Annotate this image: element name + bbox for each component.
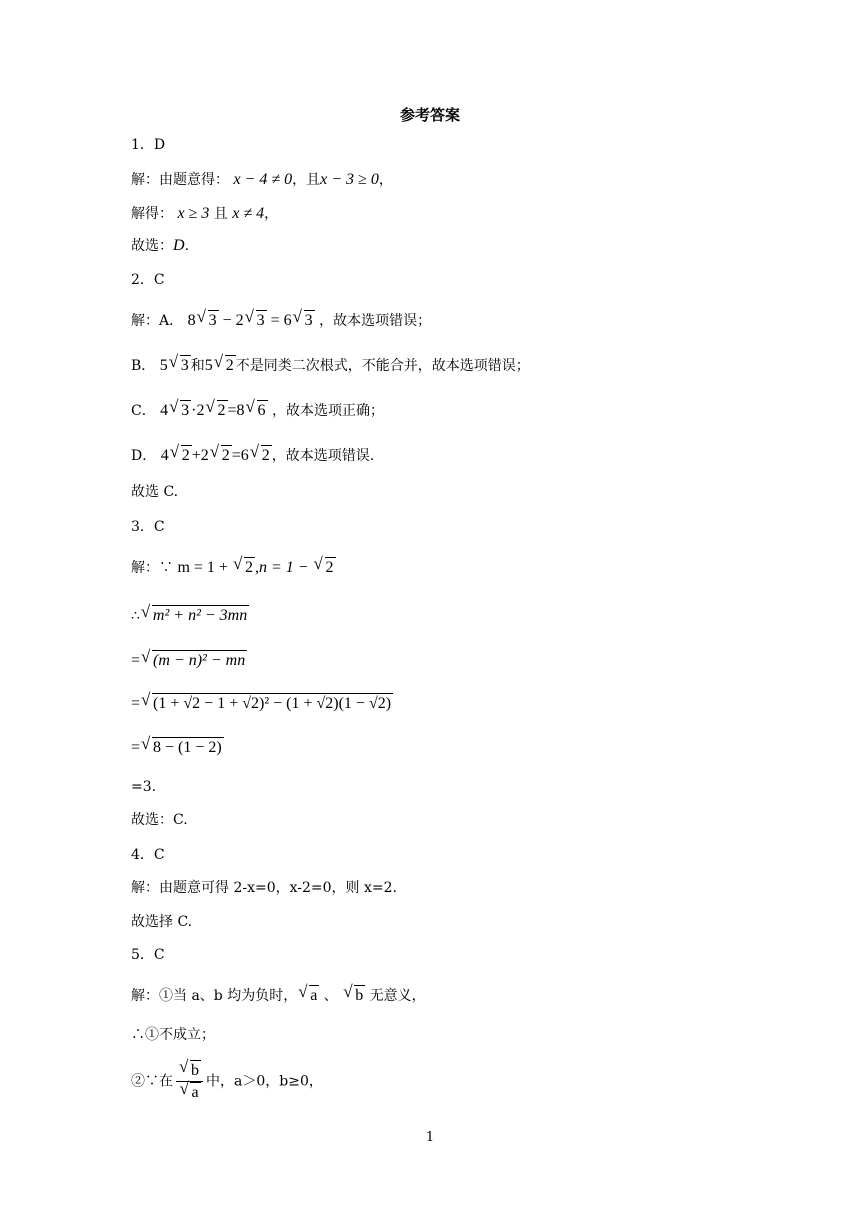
- sqrt-icon: √ 6: [245, 397, 266, 419]
- sqrt-icon: √ 3: [168, 352, 189, 374]
- q4-choose: 故选择 C.: [131, 914, 193, 930]
- q1-and2: 且: [209, 206, 233, 222]
- q2-option-c: [131, 397, 384, 421]
- because-icon: ∵: [159, 560, 173, 576]
- q1-heading: 1．D: [131, 137, 166, 153]
- q1-expr1: x − 4 ≠ 0: [233, 171, 293, 188]
- q2-d-op: +2: [191, 447, 209, 464]
- q2-b-coef1: 5: [159, 357, 168, 374]
- sqrt-icon: √ 2: [169, 442, 190, 464]
- sqrt-icon: √ m² + n² − 3mn: [140, 602, 248, 624]
- q3-step3: [131, 690, 393, 714]
- q2-d-prefix: D．: [131, 448, 157, 464]
- sqrt-icon: √ 2: [232, 554, 253, 576]
- sqrt-icon: √ a: [298, 982, 318, 1004]
- q3-choose: 故选：C.: [131, 812, 188, 828]
- sqrt-icon: √ (1 + √2 − 1 + √2)² − (1 + √2)(1 − √2): [141, 690, 392, 712]
- sqrt-icon: √ 2: [213, 352, 234, 374]
- q2-option-a: [131, 307, 432, 331]
- equals-sign: =: [131, 652, 141, 669]
- q2-c-op: ·2: [191, 402, 205, 419]
- q1-solution-line: [131, 170, 393, 190]
- q3-step4: [131, 734, 224, 758]
- sqrt-icon: √ 8 − (1 − 2): [141, 734, 222, 756]
- q1-answer: D: [173, 237, 185, 254]
- q2-d-eq: =6: [231, 447, 249, 464]
- q1-dot: .: [184, 238, 190, 254]
- sqrt-icon: √ b: [179, 1057, 199, 1079]
- q5-jie-pre: 解：①当 a、b 均为负时，: [131, 988, 298, 1004]
- q2-c-eq: =8: [227, 402, 245, 419]
- therefore-icon: ∴: [131, 608, 140, 624]
- q1-choose-line: [131, 236, 189, 256]
- q1-expr3: x ≥ 3: [177, 205, 210, 222]
- q3-step2: [131, 647, 247, 671]
- q5-l3-post: 中，a＞0，b≥0，: [206, 1073, 323, 1090]
- q3-step1: [131, 602, 249, 626]
- sqrt-icon: √ 2: [209, 442, 230, 464]
- sqrt-icon: √ a: [179, 1079, 199, 1101]
- q5-line3: [131, 1057, 323, 1103]
- q2-c-coef1: 4: [160, 402, 169, 419]
- q1-end: ，: [378, 172, 393, 188]
- q1-expr2: x − 3 ≥ 0: [320, 171, 379, 188]
- sqrt-icon: √ 3: [292, 307, 313, 329]
- q2-c-prefix: C．: [131, 403, 156, 419]
- q3-result: =3.: [131, 779, 157, 795]
- q2-d-post: ，故本选项错误.: [271, 448, 375, 464]
- q2-a-coef1: 8: [187, 312, 196, 329]
- q2-heading: 2．C: [131, 272, 165, 288]
- q5-solution-line: [131, 982, 426, 1006]
- q4-solution: 解：由题意可得 2-x=0，x-2=0，则 x=2.: [131, 880, 397, 896]
- q5-line2: ∴①不成立；: [131, 1027, 215, 1043]
- page-number: 1: [425, 1130, 435, 1145]
- q3-jie: 解：: [131, 560, 159, 576]
- sqrt-icon: √ 2: [205, 397, 226, 419]
- q2-a-op: − 2: [218, 312, 244, 329]
- q1-end2: ，: [264, 206, 279, 222]
- q3-given-line: [131, 554, 336, 578]
- q3-heading: 3．C: [131, 519, 165, 535]
- q2-a-post: ，故本选项错误；: [319, 313, 432, 329]
- fraction: [176, 1057, 203, 1103]
- equals-sign: =: [131, 739, 141, 756]
- q5-jie-post: 无意义，: [365, 988, 426, 1004]
- q2-d-coef1: 4: [160, 447, 169, 464]
- q5-heading: 5．C: [131, 947, 165, 963]
- sqrt-icon: √ b: [343, 982, 364, 1004]
- q2-b-and: 和: [190, 358, 205, 374]
- sqrt-icon: √ 3: [196, 307, 217, 329]
- q2-option-b: [131, 352, 530, 376]
- q1-jie: 解：由题意得：: [131, 172, 229, 188]
- q5-sep: 、: [319, 988, 343, 1004]
- q2-a-eq: = 6: [266, 312, 292, 329]
- q5-l3-pre: ②∵在: [131, 1073, 173, 1090]
- q1-jiede: 解得：: [131, 206, 173, 222]
- q2-c-post: ，故本选项正确；: [267, 403, 384, 419]
- q2-choose: 故选 C.: [131, 484, 179, 500]
- sqrt-icon: √ 2: [249, 442, 270, 464]
- sqrt-icon: √ 3: [244, 307, 265, 329]
- q1-choose: 故选：: [131, 238, 173, 254]
- q2-b-prefix: B．: [131, 358, 156, 374]
- q1-result-line: [131, 204, 278, 224]
- q2-option-d: [131, 442, 375, 466]
- q2-b-coef2: 5: [204, 357, 213, 374]
- q4-heading: 4．C: [131, 847, 165, 863]
- q3-n-def: ,n = 1 −: [254, 559, 313, 576]
- sqrt-icon: √ 3: [169, 397, 190, 419]
- q1-and: ，且: [292, 172, 321, 188]
- q1-expr4: x ≠ 4: [232, 205, 265, 222]
- q2-a-prefix: 解：A．: [131, 313, 184, 329]
- page-title: 参考答案: [399, 106, 460, 124]
- sqrt-icon: √ 2: [313, 554, 334, 576]
- q2-b-post: 不是同类二次根式，不能合并，故本选项错误；: [235, 358, 530, 374]
- q3-m-def: m = 1 +: [177, 559, 232, 576]
- equals-sign: =: [131, 695, 141, 712]
- sqrt-icon: √ (m − n)² − mn: [141, 647, 246, 669]
